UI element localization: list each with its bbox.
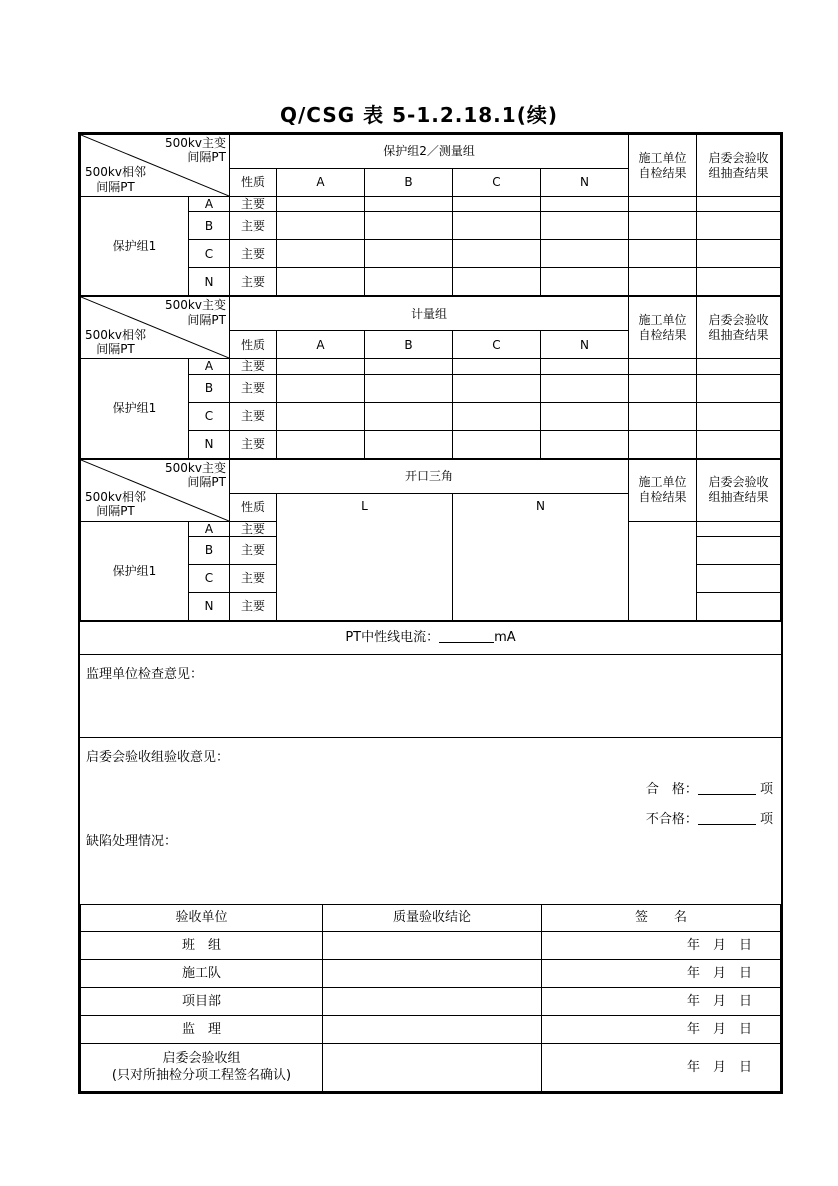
signature-date-cell[interactable]: 年 月 日 [542,960,781,988]
row-phase-label: A [189,359,230,374]
page-title: Q/CSG 表 5-1.2.18.1(续) [280,103,558,127]
committee-unit-cell: 启委会验收组 (只对所抽检分项工程签名确认) [81,1044,323,1092]
phase-col-header-and-data[interactable]: L [277,493,453,620]
row-phase-label: B [189,212,230,240]
acceptance-header: 启委会验收 组抽查结果 [697,135,781,197]
acceptance-cell[interactable] [697,374,781,402]
selfcheck-cell[interactable] [629,240,697,268]
selfcheck-cell[interactable] [629,212,697,240]
row-attr-value: 主要 [230,430,277,458]
data-cell[interactable] [365,240,453,268]
phase-col-header: A [277,169,365,197]
data-cell[interactable] [277,268,365,296]
selfcheck-cell[interactable] [629,374,697,402]
unit-name-cell: 项目部 [81,988,323,1016]
data-cell[interactable] [365,402,453,430]
data-cell[interactable] [541,268,629,296]
acceptance-cell[interactable] [697,268,781,296]
signature-date-cell[interactable]: 年 月 日 [542,988,781,1016]
corner-adjacent-bay-label: 500kv相邻 间隔PT [85,327,146,356]
qualified-line [646,778,773,797]
protection-group-label: 保护组1 [81,197,189,296]
row-attr-value: 主要 [230,268,277,296]
selfcheck-cell[interactable] [629,197,697,212]
row-phase-label: B [189,374,230,402]
group-header: 保护组2／测量组 [230,135,629,169]
supervisor-opinion-label: 监理单位检查意见： [86,667,204,683]
unqualified-line [646,808,773,827]
unit-name-cell: 施工队 [81,960,323,988]
signature-header: 签 名 [542,905,781,932]
acceptance-cell[interactable] [697,565,781,593]
row-attr-value: 主要 [230,212,277,240]
data-cell[interactable] [365,374,453,402]
acceptance-signature-table [80,904,781,1092]
row-attr-value: 主要 [230,593,277,621]
row-attr-value: 主要 [230,359,277,374]
conclusion-header: 质量验收结论 [323,905,542,932]
selfcheck-header: 施工单位 自检结果 [629,297,697,359]
pt-group-table-3 [80,459,781,621]
data-cell[interactable] [541,212,629,240]
selfcheck-header: 施工单位 自检结果 [629,135,697,197]
data-cell[interactable] [541,374,629,402]
conclusion-cell[interactable] [323,1044,542,1092]
data-cell[interactable] [453,430,541,458]
acceptance-header: 启委会验收 组抽查结果 [697,297,781,359]
data-cell[interactable] [365,359,453,374]
selfcheck-cell[interactable] [629,402,697,430]
acceptance-cell[interactable] [697,402,781,430]
row-phase-label: N [189,430,230,458]
data-cell[interactable] [277,402,365,430]
attr-header: 性质 [230,169,277,197]
acceptance-cell[interactable] [697,212,781,240]
qualified-label: 合 格： [645,782,698,798]
phase-col-header: B [365,169,453,197]
acceptance-cell[interactable] [697,240,781,268]
selfcheck-header: 施工单位 自检结果 [629,459,697,521]
corner-adjacent-bay-label: 500kv相邻 间隔PT [85,490,146,519]
acceptance-cell[interactable] [697,197,781,212]
row-attr-value: 主要 [230,537,277,565]
phase-col-header: N [541,331,629,359]
selfcheck-cell[interactable] [629,430,697,458]
committee-opinion-section[interactable] [80,737,781,904]
conclusion-cell[interactable] [323,960,542,988]
data-cell[interactable] [277,240,365,268]
row-attr-value: 主要 [230,197,277,212]
data-cell[interactable] [277,212,365,240]
data-cell[interactable] [453,374,541,402]
data-cell[interactable] [277,197,365,212]
row-phase-label: N [189,593,230,621]
selfcheck-cell[interactable] [629,268,697,296]
phase-col-header: B [365,331,453,359]
corner-main-transformer-label: 500kv主变 间隔PT [165,298,226,327]
data-cell[interactable] [277,359,365,374]
protection-group-label: 保护组1 [81,521,189,620]
acceptance-cell[interactable] [697,593,781,621]
defects-label: 缺陷处理情况： [86,834,178,850]
row-attr-value: 主要 [230,374,277,402]
row-phase-label: A [189,197,230,212]
pt-current-unit: mA [494,630,516,646]
acceptance-unit-header: 验收单位 [81,905,323,932]
acceptance-cell[interactable] [697,537,781,565]
corner-header-cell [81,297,230,359]
pt-current-blank[interactable] [439,629,494,643]
data-cell[interactable] [453,268,541,296]
data-cell[interactable] [453,240,541,268]
data-cell[interactable] [365,212,453,240]
data-cell[interactable] [541,240,629,268]
unit-name-cell: 监 理 [81,1016,323,1044]
unit-name-cell: 班 组 [81,932,323,960]
unqualified-unit: 项 [759,812,773,828]
phase-col-header-and-data[interactable]: N [453,493,629,620]
pt-current-label: PT中性线电流： [345,630,440,646]
acceptance-header: 启委会验收 组抽查结果 [697,459,781,521]
phase-col-header: A [277,331,365,359]
data-cell[interactable] [453,197,541,212]
supervisor-opinion-section[interactable] [80,654,781,737]
phase-col-header: C [453,169,541,197]
data-cell[interactable] [365,197,453,212]
signature-date-cell[interactable]: 年 月 日 [542,1016,781,1044]
phase-col-header: N [541,169,629,197]
data-cell[interactable] [541,359,629,374]
row-attr-value: 主要 [230,565,277,593]
corner-adjacent-bay-label: 500kv相邻 间隔PT [85,165,146,194]
qualified-unit: 项 [759,782,773,798]
data-cell[interactable] [541,430,629,458]
protection-group-label: 保护组1 [81,359,189,458]
data-cell[interactable] [541,402,629,430]
row-phase-label: A [189,521,230,536]
inspection-form [78,132,783,1094]
attr-header: 性质 [230,493,277,521]
pt-group-table-1 [80,134,781,296]
corner-main-transformer-label: 500kv主变 间隔PT [165,136,226,165]
row-attr-value: 主要 [230,402,277,430]
data-cell[interactable] [277,374,365,402]
corner-main-transformer-label: 500kv主变 间隔PT [165,460,226,490]
row-phase-label: C [189,240,230,268]
committee-opinion-label: 启委会验收组验收意见： [86,750,230,766]
data-cell[interactable] [453,359,541,374]
pt-current-line [80,621,781,654]
unqualified-label: 不合格： [645,812,698,828]
data-cell[interactable] [541,197,629,212]
data-cell[interactable] [365,430,453,458]
selfcheck-cell[interactable] [629,359,697,374]
data-cell[interactable] [277,430,365,458]
attr-header: 性质 [230,331,277,359]
row-attr-value: 主要 [230,521,277,536]
qualified-blank[interactable] [698,781,756,795]
row-attr-value: 主要 [230,240,277,268]
data-cell[interactable] [453,212,541,240]
acceptance-cell[interactable] [697,359,781,374]
pt-group-table-2 [80,296,781,458]
signature-date-cell[interactable]: 年 月 日 [542,932,781,960]
selfcheck-cell[interactable] [629,521,697,620]
data-cell[interactable] [453,402,541,430]
row-phase-label: N [189,268,230,296]
conclusion-cell[interactable] [323,932,542,960]
row-phase-label: C [189,402,230,430]
conclusion-cell[interactable] [323,1016,542,1044]
phase-col-header: C [453,331,541,359]
acceptance-cell[interactable] [697,521,781,536]
corner-header-cell [81,459,230,521]
group-header: 计量组 [230,297,629,331]
group-header: 开口三角 [230,459,629,493]
conclusion-cell[interactable] [323,988,542,1016]
unqualified-blank[interactable] [698,811,756,825]
data-cell[interactable] [365,268,453,296]
acceptance-cell[interactable] [697,430,781,458]
row-phase-label: B [189,537,230,565]
corner-header-cell [81,135,230,197]
row-phase-label: C [189,565,230,593]
signature-date-cell[interactable]: 年 月 日 [542,1044,781,1092]
